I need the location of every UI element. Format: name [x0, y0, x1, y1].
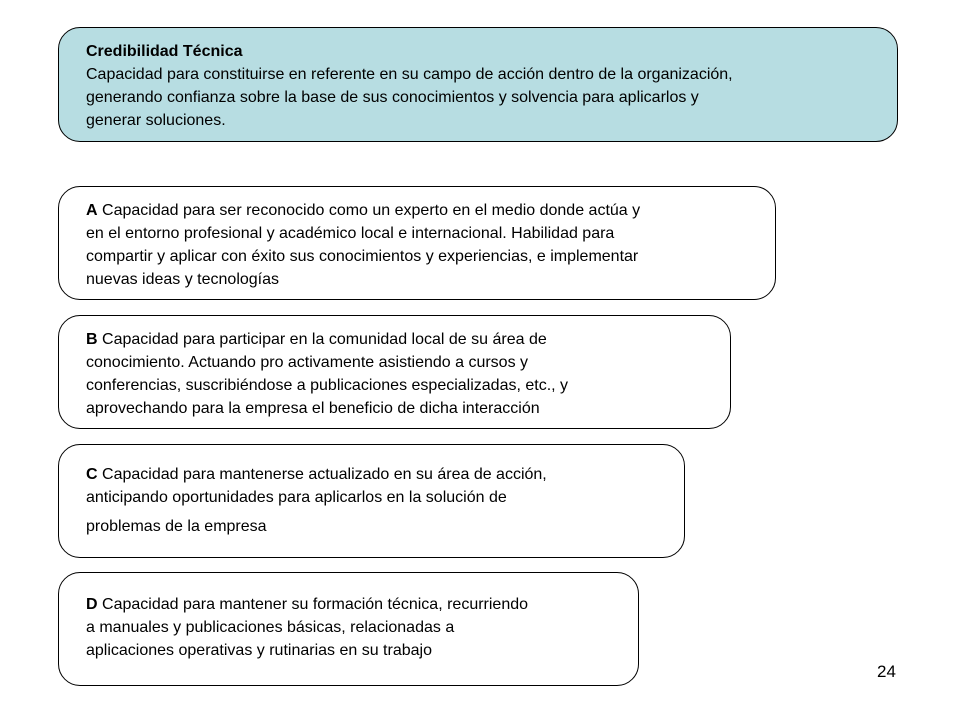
level-letter: D [86, 596, 98, 613]
level-d-box [58, 572, 639, 686]
competency-definition-line: generando confianza sobre la base de sus conocimientos y solvencia para aplicarlos y [86, 89, 699, 106]
level-text-line [86, 328, 716, 351]
level-letter: A [86, 202, 98, 219]
level-text-line: a manuales y publicaciones básicas, relacionadas a [86, 619, 455, 636]
level-text-line: aprovechando para la empresa el beneficio de dicha interacción [86, 400, 540, 417]
level-text-line: compartir y aplicar con éxito sus conocimientos y experiencias, e implementar [86, 248, 639, 265]
level-text-line: conferencias, suscribiéndose a publicaciones especializadas, etc., y [86, 377, 569, 394]
level-text-line [86, 463, 670, 486]
level-a-box [58, 186, 776, 300]
level-text: Capacidad para participar en la comunidad local de su área de [102, 331, 547, 348]
competency-header-box [58, 27, 898, 142]
page-number: 24 [877, 662, 896, 681]
level-c-box [58, 444, 685, 558]
level-text: Capacidad para mantenerse actualizado en su área de acción, [102, 466, 547, 483]
competency-definition-line: generar soluciones. [86, 112, 226, 129]
competency-title: Credibilidad Técnica [86, 43, 243, 60]
level-text: Capacidad para mantener su formación técnica, recurriendo [102, 596, 529, 613]
level-text-line [86, 593, 624, 616]
level-text: Capacidad para ser reconocido como un experto en el medio donde actúa y [102, 202, 641, 219]
level-text-line: problemas de la empresa [86, 518, 267, 535]
level-text-line: aplicaciones operativas y rutinarias en su trabajo [86, 642, 432, 659]
level-text-line: anticipando oportunidades para aplicarlos en la solución de [86, 489, 507, 506]
level-text-line [86, 199, 761, 222]
level-b-box [58, 315, 731, 429]
level-letter: C [86, 466, 98, 483]
level-text-line: nuevas ideas y tecnologías [86, 271, 280, 288]
competency-definition-line: Capacidad para constituirse en referente en su campo de acción dentro de la organización, [86, 66, 733, 83]
level-text-line: conocimiento. Actuando pro activamente asistiendo a cursos y [86, 354, 529, 371]
level-text-line: en el entorno profesional y académico local e internacional. Habilidad para [86, 225, 615, 242]
level-letter: B [86, 331, 98, 348]
